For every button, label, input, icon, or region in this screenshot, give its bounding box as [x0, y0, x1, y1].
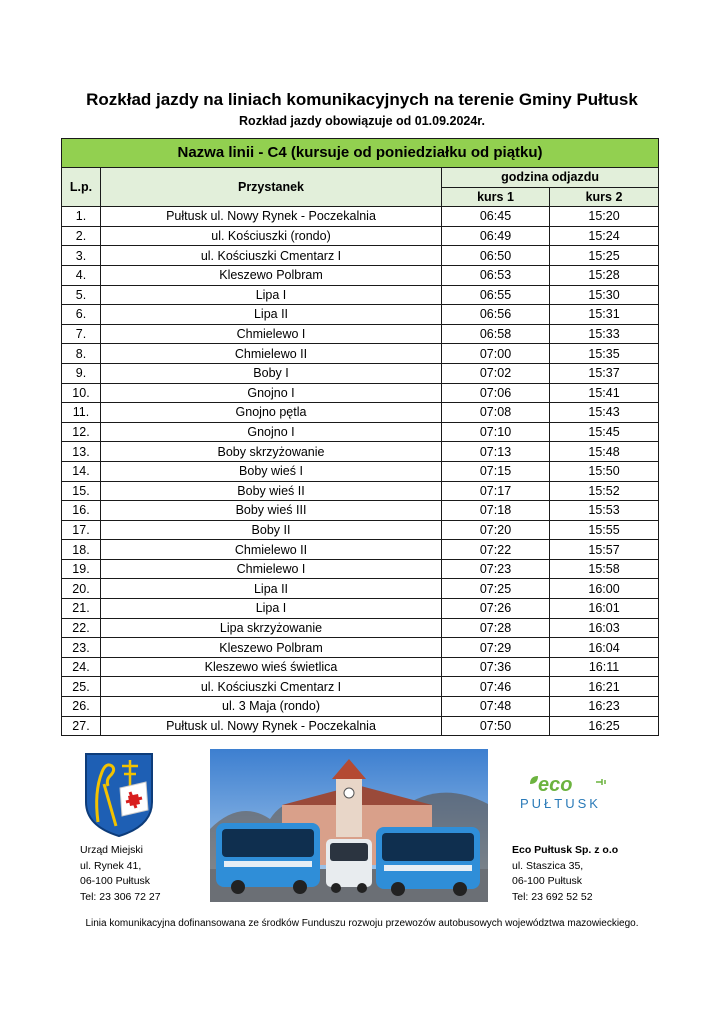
timetable: [61, 138, 659, 736]
row-kurs1: 07:10: [442, 422, 550, 442]
contact-right-phone: Tel: 23 692 52 52: [512, 890, 593, 903]
col-departure-header: godzina odjazdu: [442, 168, 659, 188]
row-stop: Gnojno I: [101, 383, 442, 403]
row-kurs1: 07:25: [442, 579, 550, 599]
table-row: [62, 324, 659, 344]
row-kurs1: 07:13: [442, 442, 550, 462]
row-lp: 15.: [62, 481, 101, 501]
table-row: [62, 344, 659, 364]
row-kurs2: 15:20: [550, 207, 659, 227]
row-stop: Lipa I: [101, 285, 442, 305]
table-row: [62, 579, 659, 599]
row-stop: Boby I: [101, 363, 442, 383]
row-kurs1: 06:58: [442, 324, 550, 344]
row-kurs2: 16:00: [550, 579, 659, 599]
table-row: [62, 697, 659, 717]
row-stop: Lipa II: [101, 305, 442, 325]
row-stop: Kleszewo wieś świetlica: [101, 657, 442, 677]
table-row: [62, 305, 659, 325]
table-row: [62, 442, 659, 462]
contact-left-name: Urząd Miejski: [80, 844, 144, 856]
row-kurs1: 07:08: [442, 403, 550, 423]
row-kurs2: 15:24: [550, 226, 659, 246]
row-lp: 12.: [62, 422, 101, 442]
table-row: [62, 481, 659, 501]
table-row: [62, 403, 659, 423]
page-subtitle: Rozkład jazdy obowiązuje od 01.09.2024r.: [239, 114, 485, 128]
row-stop: ul. 3 Maja (rondo): [101, 697, 442, 717]
row-lp: 6.: [62, 305, 101, 325]
row-kurs1: 07:02: [442, 363, 550, 383]
row-lp: 25.: [62, 677, 101, 697]
table-row: [62, 246, 659, 266]
row-kurs2: 15:53: [550, 501, 659, 521]
col-kurs1-header: kurs 1: [442, 187, 550, 207]
row-stop: Chmielewo II: [101, 540, 442, 560]
row-stop: Gnojno pętla: [101, 403, 442, 423]
contact-right-name: Eco Pułtusk Sp. z o.o: [512, 844, 619, 856]
row-stop: ul. Kościuszki Cmentarz I: [101, 677, 442, 697]
row-kurs1: 06:55: [442, 285, 550, 305]
line-name-header: Nazwa linii - C4 (kursuje od poniedziałku od piątku): [62, 139, 659, 168]
row-kurs2: 15:25: [550, 246, 659, 266]
row-kurs2: 15:30: [550, 285, 659, 305]
row-kurs1: 07:20: [442, 520, 550, 540]
row-lp: 3.: [62, 246, 101, 266]
row-stop: Boby wieś I: [101, 461, 442, 481]
row-kurs2: 15:35: [550, 344, 659, 364]
funding-footer: Linia komunikacyjna dofinansowana ze środków Funduszu rozwoju przewozów autobusowych województwa mazowieckiego.: [85, 918, 639, 929]
row-stop: ul. Kościuszki (rondo): [101, 226, 442, 246]
row-kurs2: 15:45: [550, 422, 659, 442]
row-kurs1: 07:18: [442, 501, 550, 521]
row-kurs2: 16:04: [550, 638, 659, 658]
table-row: [62, 501, 659, 521]
eco-logo-bottom: PUŁTUSK: [520, 796, 601, 811]
row-kurs1: 07:29: [442, 638, 550, 658]
row-kurs2: 15:43: [550, 403, 659, 423]
row-kurs1: 07:22: [442, 540, 550, 560]
row-lp: 2.: [62, 226, 101, 246]
table-row: [62, 540, 659, 560]
row-kurs2: 15:37: [550, 363, 659, 383]
row-lp: 14.: [62, 461, 101, 481]
row-kurs1: 07:50: [442, 716, 550, 736]
row-kurs2: 16:21: [550, 677, 659, 697]
leaf-icon: [530, 776, 538, 784]
row-kurs2: 16:01: [550, 599, 659, 619]
table-row: [62, 285, 659, 305]
row-lp: 10.: [62, 383, 101, 403]
row-stop: Chmielewo I: [101, 559, 442, 579]
col-stop-header: Przystanek: [101, 168, 442, 207]
row-lp: 26.: [62, 697, 101, 717]
row-kurs2: 15:41: [550, 383, 659, 403]
table-row: [62, 638, 659, 658]
row-kurs2: 15:31: [550, 305, 659, 325]
row-kurs1: 06:50: [442, 246, 550, 266]
row-kurs2: 15:52: [550, 481, 659, 501]
row-kurs2: 16:25: [550, 716, 659, 736]
row-lp: 16.: [62, 501, 101, 521]
row-kurs2: 15:58: [550, 559, 659, 579]
row-kurs2: 15:57: [550, 540, 659, 560]
row-lp: 21.: [62, 599, 101, 619]
row-lp: 9.: [62, 363, 101, 383]
row-lp: 24.: [62, 657, 101, 677]
row-lp: 5.: [62, 285, 101, 305]
table-row: [62, 657, 659, 677]
row-kurs2: 15:28: [550, 265, 659, 285]
row-stop: Chmielewo II: [101, 344, 442, 364]
row-stop: Chmielewo I: [101, 324, 442, 344]
table-row: [62, 618, 659, 638]
row-stop: Pułtusk ul. Nowy Rynek - Poczekalnia: [101, 207, 442, 227]
contact-right-city: 06-100 Pułtusk: [512, 875, 583, 887]
col-lp-header: L.p.: [62, 168, 101, 207]
row-kurs1: 07:17: [442, 481, 550, 501]
row-lp: 27.: [62, 716, 101, 736]
row-stop: Pułtusk ul. Nowy Rynek - Poczekalnia: [101, 716, 442, 736]
row-kurs1: 07:48: [442, 697, 550, 717]
row-kurs2: 15:50: [550, 461, 659, 481]
table-row: [62, 226, 659, 246]
eco-pultusk-logo: [520, 772, 632, 812]
row-lp: 23.: [62, 638, 101, 658]
row-stop: Boby skrzyżowanie: [101, 442, 442, 462]
contact-left: [80, 843, 161, 905]
row-stop: Lipa skrzyżowanie: [101, 618, 442, 638]
row-kurs2: 15:55: [550, 520, 659, 540]
contact-left-city: 06-100 Pułtusk: [80, 875, 151, 887]
row-kurs1: 06:56: [442, 305, 550, 325]
row-lp: 20.: [62, 579, 101, 599]
contact-right: [512, 843, 618, 905]
page-title: Rozkład jazdy na liniach komunikacyjnych na terenie Gminy Pułtusk: [86, 90, 638, 109]
row-lp: 18.: [62, 540, 101, 560]
contact-left-street: ul. Rynek 41,: [80, 859, 142, 872]
row-lp: 4.: [62, 265, 101, 285]
row-kurs2: 16:11: [550, 657, 659, 677]
plug-icon: [596, 779, 605, 785]
table-row: [62, 383, 659, 403]
row-kurs2: 16:03: [550, 618, 659, 638]
row-kurs1: 07:36: [442, 657, 550, 677]
row-kurs1: 06:49: [442, 226, 550, 246]
table-row: [62, 716, 659, 736]
row-stop: Gnojno I: [101, 422, 442, 442]
row-stop: Boby II: [101, 520, 442, 540]
row-stop: Lipa I: [101, 599, 442, 619]
row-lp: 19.: [62, 559, 101, 579]
table-row: [62, 461, 659, 481]
table-row: [62, 422, 659, 442]
table-row: [62, 599, 659, 619]
row-stop: Boby wieś II: [101, 481, 442, 501]
row-stop: ul. Kościuszki Cmentarz I: [101, 246, 442, 266]
col-kurs2-header: kurs 2: [550, 187, 659, 207]
row-lp: 11.: [62, 403, 101, 423]
row-kurs1: 07:28: [442, 618, 550, 638]
row-kurs1: 07:06: [442, 383, 550, 403]
row-stop: Boby wieś III: [101, 501, 442, 521]
row-kurs1: 07:23: [442, 559, 550, 579]
table-row: [62, 559, 659, 579]
row-kurs1: 06:53: [442, 265, 550, 285]
row-kurs1: 07:46: [442, 677, 550, 697]
row-kurs1: 07:26: [442, 599, 550, 619]
row-lp: 17.: [62, 520, 101, 540]
row-kurs2: 15:33: [550, 324, 659, 344]
row-stop: Kleszewo Polbram: [101, 265, 442, 285]
row-lp: 8.: [62, 344, 101, 364]
contact-right-street: ul. Staszica 35,: [512, 859, 584, 872]
table-row: [62, 520, 659, 540]
row-stop: Lipa II: [101, 579, 442, 599]
row-lp: 13.: [62, 442, 101, 462]
row-kurs1: 07:15: [442, 461, 550, 481]
coat-of-arms-icon: [84, 752, 154, 838]
row-kurs1: 07:00: [442, 344, 550, 364]
row-lp: 22.: [62, 618, 101, 638]
table-row: [62, 677, 659, 697]
row-kurs2: 16:23: [550, 697, 659, 717]
bus-photo: [210, 749, 488, 902]
row-lp: 7.: [62, 324, 101, 344]
table-row: [62, 363, 659, 383]
row-kurs2: 15:48: [550, 442, 659, 462]
table-row: [62, 207, 659, 227]
row-kurs1: 06:45: [442, 207, 550, 227]
row-stop: Kleszewo Polbram: [101, 638, 442, 658]
row-lp: 1.: [62, 207, 101, 227]
table-row: [62, 265, 659, 285]
eco-logo-top: eco: [538, 774, 573, 796]
contact-left-phone: Tel: 23 306 72 27: [80, 890, 161, 903]
